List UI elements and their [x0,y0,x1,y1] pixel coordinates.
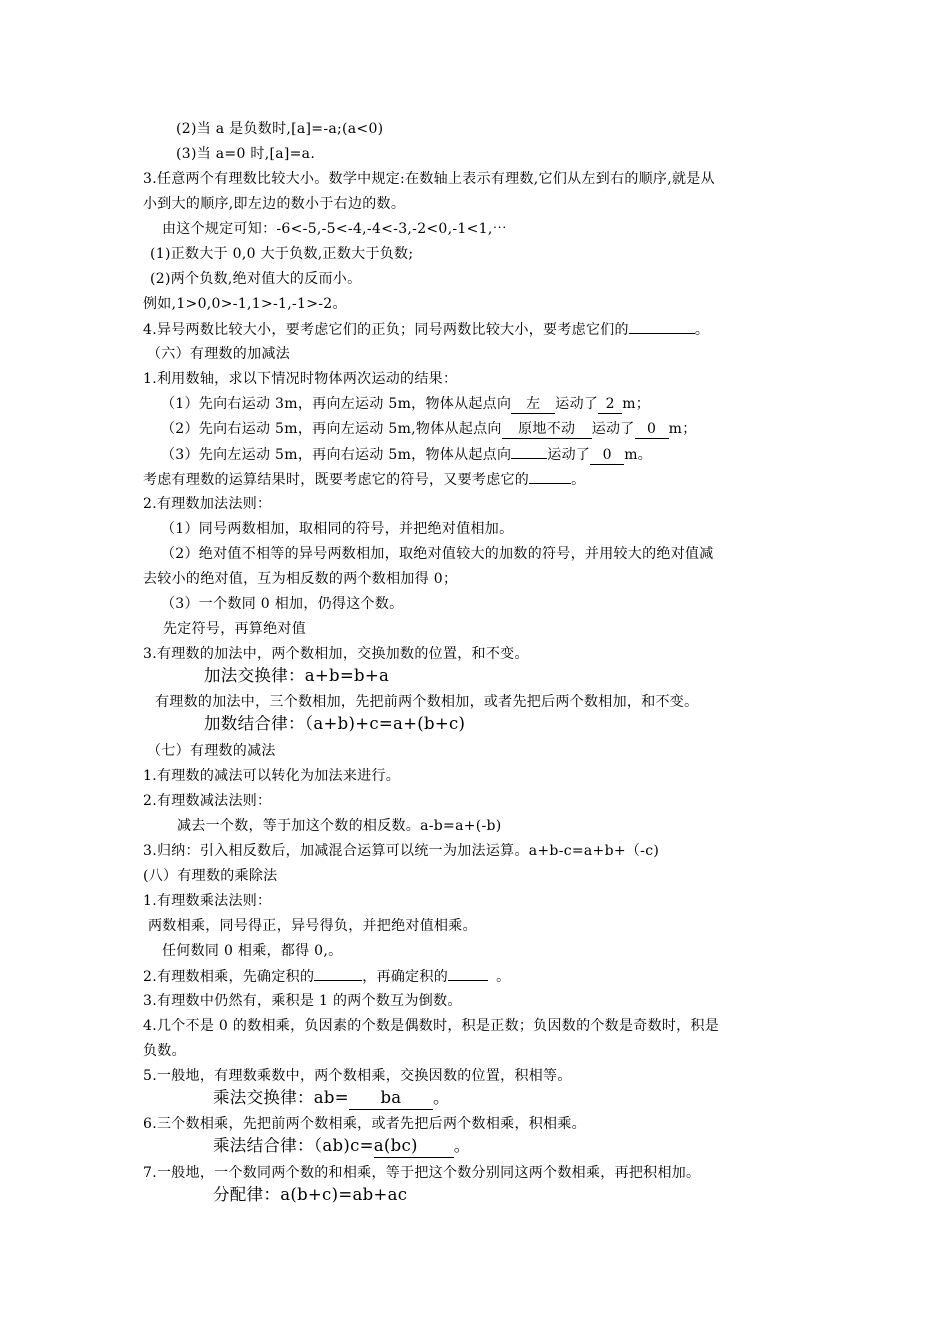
text-segment: 2.有理数相乘，先确定积的 [143,969,315,985]
text-line: 两数相乘，同号得正，异号得负，并把绝对值相乘。 [148,918,477,934]
text-segment: （3）先向左运动 5m，再向右运动 5m，物体从起点向 [161,447,512,463]
text-line: 4.几个不是 0 的数相乘，负因素的个数是偶数时，积是正数；负因数的个数是奇数时，积是 [143,1018,720,1034]
text-segment: m； [622,396,651,412]
text-segment: 。 [432,1088,450,1107]
text-line: 6.三个数相乘，先把前两个数相乘，或者先把后两个数相乘，积相乘。 [143,1116,586,1132]
text-line: (3)当 a=0 时,[a]=a. [176,146,316,162]
text-line: 3.有理数的加法中，两个数相加，交换加数的位置，和不变。 [143,646,529,662]
text-line: 负数。 [143,1043,186,1059]
text-line: 7.一般地，一个数同两个数的和相乘，等于把这个数分别同这两个数相乘，再把积相加。 [143,1165,701,1181]
text-line: 减去一个数，等于加这个数的相反数。a-b=a+(-b) [177,818,502,834]
answer-blank[interactable] [629,320,695,334]
formula-line: 加数结合律：（a+b)+c=a+(b+c) [204,714,466,733]
formula-line: 分配律：a(b+c)=ab+ac [213,1185,408,1204]
section-heading: （六）有理数的加减法 [147,346,290,362]
text-line: 2.有理数减法法则： [143,793,272,809]
text-line [143,967,510,986]
answer-blank[interactable] [314,967,362,981]
text-segment: ，再确定积的 [362,969,449,985]
text-line: (2)两个负数,绝对值大的反而小。 [150,271,362,287]
text-line: （3）一个数同 0 相加，仍得这个数。 [161,596,404,612]
answer-blank[interactable] [511,445,547,459]
text-line: 例如,1>0,0>-1,1>-1,-1>-2。 [143,296,347,312]
text-line: 有理数的加法中，三个数相加，先把前两个数相加，或者先把后两个数相加，和不变。 [155,694,699,710]
text-segment: （1）先向右运动 3m，再向左运动 5m，物体从起点向 [161,396,512,412]
formula-line [213,1135,471,1158]
text-line [161,395,650,414]
text-line: 先定符号，再算绝对值 [163,621,306,637]
text-segment: 。 [453,1136,471,1155]
filled-answer: 左 [511,395,555,414]
text-segment: 考虑有理数的运算结果时，既要考虑它的符号，又要考虑它的 [143,472,530,488]
answer-blank[interactable] [529,470,571,484]
text-segment: 乘法交换律：ab= [213,1088,349,1107]
filled-answer: 原地不动 [502,420,592,439]
text-line [143,470,585,489]
answer-blank[interactable] [448,967,488,981]
text-line: 2.有理数加法法则： [143,496,272,512]
section-heading: (八）有理数的乘除法 [143,868,278,884]
text-line: 去较小的绝对值，互为相反数的两个数相加得 0； [143,571,458,587]
filled-answer: ba [349,1087,433,1110]
text-line: （1）同号两数相加，取相同的符号，并把绝对值相加。 [161,521,514,537]
formula-line [213,1087,450,1110]
text-segment: （2）先向右运动 5m，再向左运动 5m,物体从起点向 [161,421,502,437]
filled-answer: 0 [590,446,624,465]
text-line [143,320,709,339]
text-line: 1.有理数的减法可以转化为加法来进行。 [143,768,401,784]
text-line: 1.利用数轴，求以下情况时物体两次运动的结果： [143,371,458,387]
text-line: 3.归纳：引入相反数后，加减混合运算可以统一为加法运算。a+b-c=a+b+（-c) [143,843,660,859]
section-heading: （七）有理数的减法 [147,743,276,759]
filled-answer: 2 [598,395,622,414]
filled-answer: 0 [635,420,669,439]
text-line [161,445,652,465]
text-line: (1)正数大于 0,0 大于负数,正数大于负数; [150,246,414,262]
text-line: （2）绝对值不相等的异号两数相加，取绝对值较大的加数的符号，并用较大的绝对值减 [161,546,714,562]
text-segment: 。 [496,969,511,985]
text-line: 小到大的顺序,即左边的数小于右边的数。 [143,196,406,212]
text-line [161,420,697,439]
text-segment: 。 [571,472,586,488]
text-line: 任何数同 0 相乘，都得 0,。 [162,943,343,959]
text-line: 3.有理数中仍然有，乘积是 1 的两个数互为倒数。 [143,993,462,1009]
text-line: (2)当 a 是负数时,[a]=-a;(a<0) [176,121,384,137]
text-segment: 运动了 [591,421,635,437]
text-line: 3.任意两个有理数比较大小。数学中规定:在数轴上表示有理数,它们从左到右的顺序,就是从 [143,171,715,187]
text-line: 5.一般地，有理数乘数中，两个数相乘，交换因数的位置，积相等。 [143,1068,572,1084]
text-segment: 乘法结合律：（ab)c= [213,1136,374,1155]
formula-line: 加法交换律：a+b=b+a [204,666,390,685]
text-line: 1.有理数乘法法则： [143,893,272,909]
text-line: 由这个规定可知：-6<-5,-5<-4,-4<-3,-2<0,-1<1,⋯ [162,221,507,237]
text-segment: 运动了 [547,447,591,463]
filled-answer: a(bc) [374,1135,454,1158]
text-segment: m。 [624,447,653,463]
text-segment: 运动了 [555,396,599,412]
text-segment: m； [668,421,697,437]
text-segment: 4.异号两数比较大小，要考虑它们的正负；同号两数比较大小，要考虑它们的 [143,322,629,338]
text-segment: 。 [694,322,710,338]
